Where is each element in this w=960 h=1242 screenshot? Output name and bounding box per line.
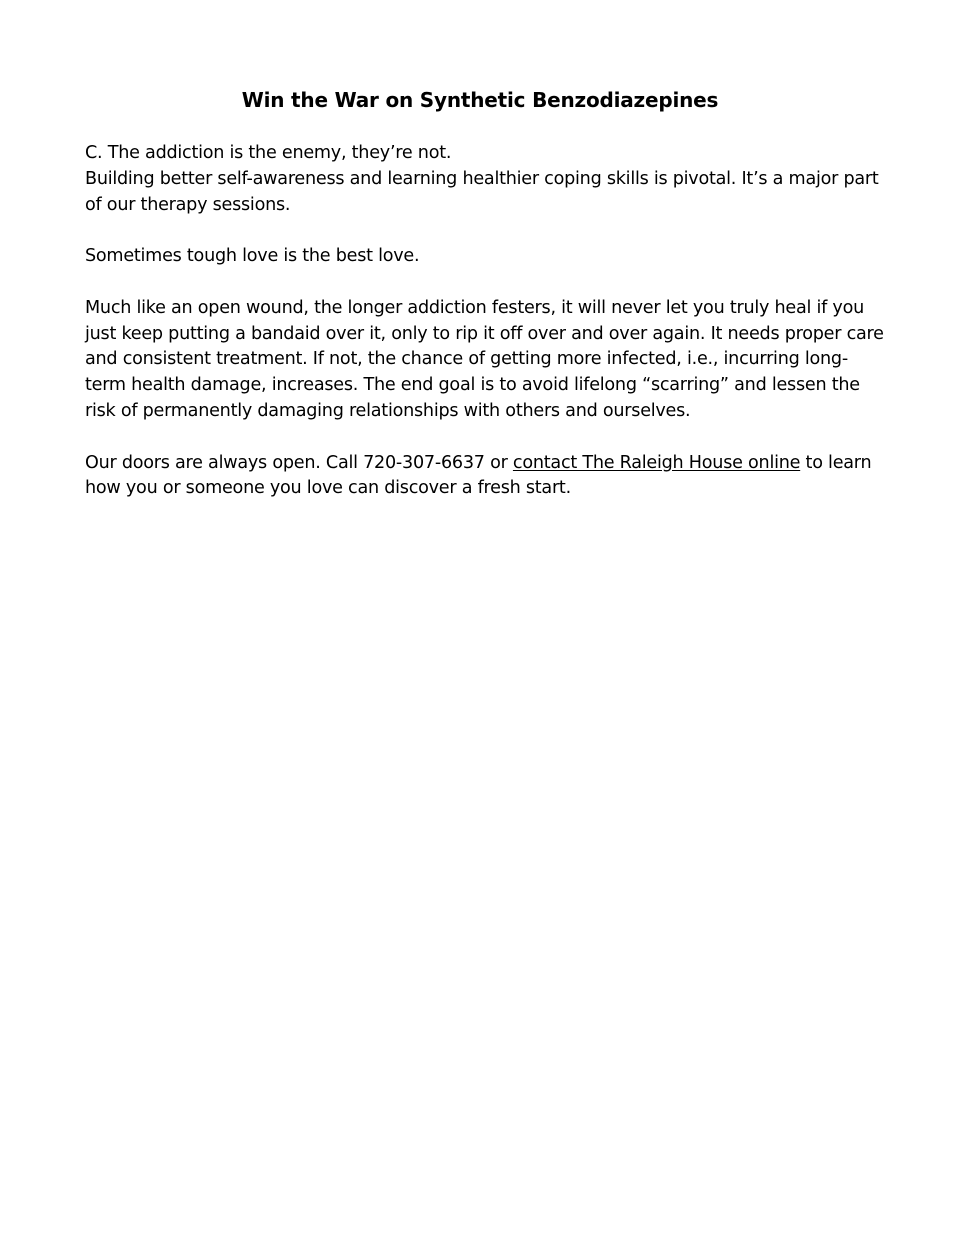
contact-text-after: to learn how you or someone you love can discover a fresh start.	[85, 452, 872, 499]
paragraph-spacer	[85, 270, 885, 296]
paragraph-coping-skills: Building better self-awareness and learning healthier coping skills is pivotal. It’s a major part of our therapy sessions.	[85, 168, 879, 215]
contact-text-before: Our doors are always open. Call 720-307-6637 or	[85, 452, 513, 473]
paragraph-spacer	[85, 218, 885, 244]
paragraph-open-wound: Much like an open wound, the longer addiction festers, it will never let you truly heal if you just keep putting a bandaid over it, only to rip it off over and over again. It needs proper care and consistent treatment. If not, the chance of getting more infected, i.e., incurring long-term health damage, increases. The end goal is to avoid lifelong “scarring” and lessen the risk of permanently damaging relationships with others and ourselves.	[85, 297, 884, 421]
paragraph-contact	[85, 451, 885, 503]
paragraph-spacer	[85, 425, 885, 451]
paragraph-tough-love: Sometimes tough love is the best love.	[85, 246, 420, 267]
contact-online-link[interactable]: contact The Raleigh House online	[512, 452, 801, 473]
document-body	[85, 141, 885, 502]
page-title: Win the War on Synthetic Benzodiazepines	[241, 88, 719, 112]
paragraph-intro-line: C. The addiction is the enemy, they’re not.	[85, 143, 452, 163]
